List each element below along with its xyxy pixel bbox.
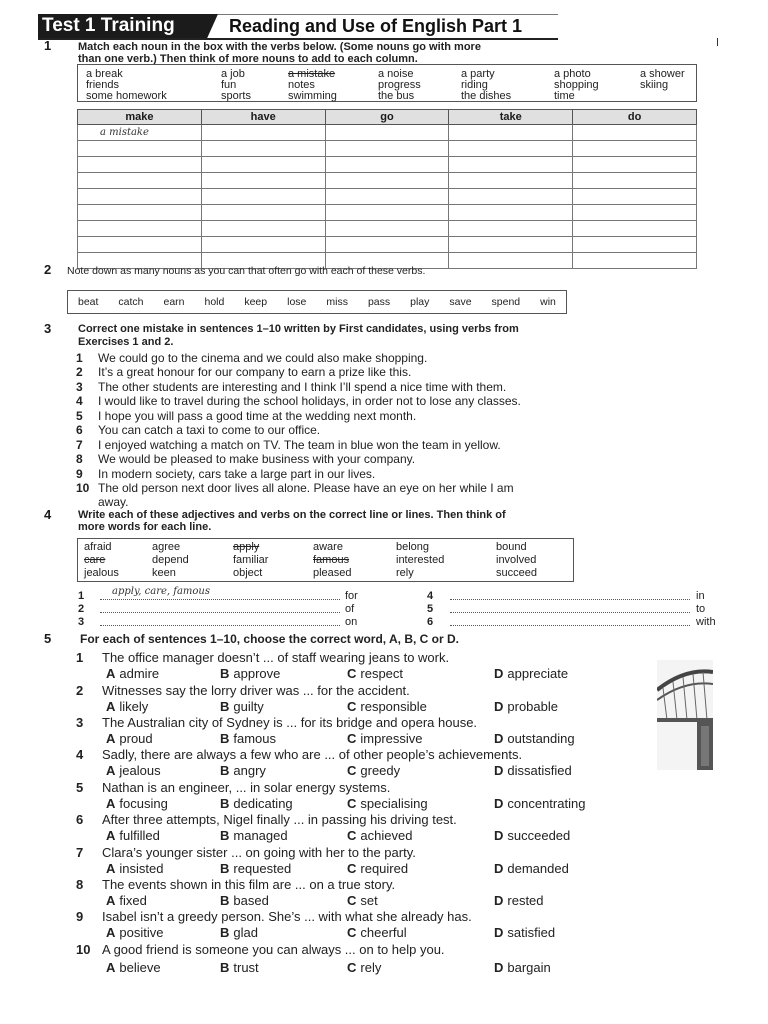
ex1-word: swimming — [288, 90, 337, 102]
header-section-title: Reading and Use of English Part 1 — [229, 16, 523, 36]
table-cell[interactable] — [449, 205, 573, 221]
sydney-bridge-image — [657, 660, 713, 770]
table-cell[interactable] — [201, 189, 325, 205]
ex2-verb: beat — [77, 296, 99, 308]
ex5-question: 10 A good friend is someone you can always ... on to help you. — [76, 942, 445, 957]
ex5-option-c[interactable]: C respect — [347, 666, 404, 681]
ex4-word-crossed: apply — [233, 541, 260, 553]
ex4-line-number: 5 — [427, 603, 434, 615]
ex2-verb: hold — [204, 296, 225, 308]
ex1-word: friends — [86, 79, 120, 91]
ex5-option-c[interactable]: C responsible — [347, 699, 427, 714]
ex4-word: rely — [396, 567, 414, 579]
ex5-option-d[interactable]: D probable — [494, 699, 558, 714]
ex5-question: 4 Sadly, there are always a few who are ... of other people’s achievements. — [76, 747, 523, 762]
ex4-example-answer: apply, care, famous — [112, 586, 210, 597]
table-cell[interactable] — [325, 205, 449, 221]
ex3-sentence: 10 The old person next door lives all alone. Please have an eye on her while I am — [76, 481, 514, 495]
ex3-sentence: 9 In modern society, cars take a large part in our lives. — [76, 467, 376, 481]
ex1-word: a job — [221, 68, 245, 80]
table-cell[interactable] — [201, 205, 325, 221]
ex4-line-number: 1 — [78, 590, 85, 602]
ex4-answer-line[interactable] — [100, 616, 340, 626]
ex3-instruction-line2: Exercises 1 and 2. — [78, 336, 174, 348]
ex4-answer-line[interactable] — [100, 603, 340, 613]
table-cell[interactable] — [78, 221, 202, 237]
ex1-instruction-line1: Match each noun in the box with the verbs below. (Some nouns go with more — [78, 41, 481, 53]
ex4-preposition: in — [696, 590, 705, 602]
ex5-question: 3 The Australian city of Sydney is ... for its bridge and opera house. — [76, 715, 478, 730]
ex4-word: familiar — [233, 554, 269, 566]
table-cell[interactable] — [573, 125, 697, 141]
ex1-verb-table — [77, 109, 697, 269]
table-row — [78, 141, 697, 157]
ex1-word: time — [554, 90, 575, 102]
ex4-word: pleased — [313, 567, 352, 579]
table-cell[interactable] — [573, 253, 697, 269]
ex2-verb: catch — [118, 296, 144, 308]
ex1-word: a noise — [378, 68, 414, 80]
ex5-question: 2 Witnesses say the lorry driver was ... for the accident. — [76, 683, 410, 698]
table-cell[interactable] — [325, 141, 449, 157]
ex4-word: afraid — [84, 541, 112, 553]
ex4-line-number: 3 — [78, 616, 85, 628]
ex1-word: a photo — [554, 68, 591, 80]
ex5-question: 5 Nathan is an engineer, ... in solar energy systems. — [76, 780, 391, 795]
ex4-word-box — [77, 538, 574, 582]
ex5-option-b[interactable]: B glad — [220, 925, 258, 940]
ex5-option-c[interactable]: C cheerful — [347, 925, 407, 940]
table-cell[interactable] — [573, 173, 697, 189]
table-cell[interactable] — [325, 221, 449, 237]
ex1-word: the bus — [378, 90, 415, 102]
table-cell[interactable] — [78, 205, 202, 221]
table-cell[interactable] — [449, 221, 573, 237]
ex5-option-b[interactable]: B approve — [220, 666, 281, 681]
ex5-option-a[interactable]: A focusing — [106, 796, 168, 811]
table-row — [78, 157, 697, 173]
ex5-question: 1 The office manager doesn’t ... of staff wearing jeans to work. — [76, 650, 450, 665]
ex1-word: skiing — [640, 79, 669, 91]
table-cell[interactable] — [325, 173, 449, 189]
ex2-verb-box — [67, 290, 567, 314]
table-row — [78, 173, 697, 189]
ex5-option-d[interactable]: D outstanding — [494, 731, 575, 746]
column-header-make: make — [78, 110, 202, 125]
ex5-option-a[interactable]: A believe — [106, 960, 161, 975]
table-cell-example[interactable]: a mistake — [78, 125, 202, 141]
ex4-word: bound — [496, 541, 527, 553]
ex5-option-b[interactable]: B based — [220, 893, 269, 908]
ex3-sentence-continuation: away. — [98, 495, 129, 509]
ex5-option-c[interactable]: C achieved — [347, 828, 413, 843]
table-cell[interactable] — [78, 173, 202, 189]
ex5-option-b[interactable]: B managed — [220, 828, 288, 843]
ex5-option-a[interactable]: A fulfilled — [106, 828, 160, 843]
table-row — [78, 205, 697, 221]
ex1-word: riding — [461, 79, 488, 91]
ex5-option-b[interactable]: B angry — [220, 763, 266, 778]
ex2-verb: pass — [367, 296, 391, 308]
header-test-title: Test 1 Training — [42, 15, 175, 36]
table-cell[interactable] — [201, 173, 325, 189]
ex5-option-a[interactable]: A proud — [106, 731, 153, 746]
ex1-word-crossed: a mistake — [288, 68, 336, 80]
table-cell[interactable] — [449, 125, 573, 141]
ex1-word: some homework — [86, 90, 167, 102]
ex5-question: 6 After three attempts, Nigel finally ... in passing his driving test. — [76, 812, 457, 827]
ex2-verb: earn — [163, 296, 185, 308]
ex5-option-b[interactable]: B guilty — [220, 699, 264, 714]
table-cell[interactable] — [449, 157, 573, 173]
ex5-option-d[interactable]: D bargain — [494, 960, 551, 975]
table-cell[interactable] — [201, 125, 325, 141]
ex4-word: succeed — [496, 567, 537, 579]
ex2-number: 2 — [44, 262, 52, 277]
ex1-number: 1 — [44, 38, 52, 53]
ex4-word: agree — [152, 541, 181, 553]
table-cell[interactable] — [78, 141, 202, 157]
ex1-word: fun — [221, 79, 237, 91]
ex4-preposition: with — [696, 616, 716, 628]
column-header-do: do — [573, 110, 697, 125]
ex5-option-c[interactable]: C greedy — [347, 763, 401, 778]
ex5-option-b[interactable]: B trust — [220, 960, 259, 975]
ex1-word: shopping — [554, 79, 599, 91]
ex4-word: interested — [396, 554, 445, 566]
ex1-word: a break — [86, 68, 123, 80]
ex4-word-crossed: care — [84, 554, 106, 566]
ex1-word: progress — [378, 79, 421, 91]
ex5-option-a[interactable]: A likely — [106, 699, 149, 714]
table-cell[interactable] — [201, 221, 325, 237]
table-cell[interactable] — [325, 189, 449, 205]
table-cell[interactable] — [573, 205, 697, 221]
ex4-word: object — [233, 567, 263, 579]
ex5-number: 5 — [44, 631, 52, 646]
table-cell[interactable] — [449, 141, 573, 157]
table-cell[interactable] — [573, 157, 697, 173]
ex5-option-c[interactable]: C specialising — [347, 796, 428, 811]
table-row — [78, 221, 697, 237]
ex2-verb: win — [540, 296, 556, 308]
table-row — [78, 125, 697, 141]
table-cell[interactable] — [573, 141, 697, 157]
table-cell[interactable] — [449, 173, 573, 189]
ex4-line-number: 6 — [427, 616, 434, 628]
ex2-verb: save — [449, 296, 472, 308]
ex4-number: 4 — [44, 507, 52, 522]
ex3-sentence: 4 I would like to travel during the school holidays, in order not to lose any classes. — [76, 394, 521, 408]
ex5-option-d[interactable]: D appreciate — [494, 666, 569, 681]
ex4-word-crossed: famous — [313, 554, 350, 566]
header-rule — [38, 38, 558, 40]
ex4-word: belong — [396, 541, 430, 553]
ex4-word: keen — [152, 567, 176, 579]
table-row — [78, 189, 697, 205]
ex5-question: 7 Clara’s younger sister ... on going with her to the party. — [76, 845, 416, 860]
ex4-word: jealous — [84, 567, 119, 579]
ex3-sentence: 7 I enjoyed watching a match on TV. The team in blue won the team in yellow. — [76, 438, 501, 452]
table-cell[interactable] — [325, 237, 449, 253]
table-cell[interactable] — [449, 237, 573, 253]
ex4-preposition: for — [345, 590, 358, 602]
ex5-option-d[interactable]: D succeeded — [494, 828, 571, 843]
ex4-word: aware — [313, 541, 343, 553]
ex1-word: the dishes — [461, 90, 512, 102]
ex1-word-box — [77, 64, 697, 102]
table-cell[interactable] — [325, 157, 449, 173]
ex5-option-b[interactable]: B dedicating — [220, 796, 293, 811]
ex3-sentence: 3 The other students are interesting and I think I’ll spend a nice time with them. — [76, 380, 507, 394]
ex5-option-a[interactable]: A fixed — [106, 893, 147, 908]
ex1-word: a shower — [640, 68, 685, 80]
ex4-line-number: 4 — [427, 590, 434, 602]
ex5-option-d[interactable]: D satisfied — [494, 925, 556, 940]
ex1-instruction-line2: than one verb.) Then think of more nouns to add to each column. — [78, 53, 418, 65]
ex4-answer-line[interactable] — [100, 590, 340, 600]
table-cell[interactable] — [78, 157, 202, 173]
table-cell[interactable] — [449, 189, 573, 205]
ex4-word: involved — [496, 554, 537, 566]
header-top-rule — [214, 14, 558, 15]
ex4-preposition: on — [345, 616, 358, 628]
ex5-question: 9 Isabel isn’t a greedy person. She’s ... with what she already has. — [76, 909, 472, 924]
ex5-question: 8 The events shown in this film are ... on a true story. — [76, 877, 396, 892]
ex2-verb: miss — [326, 296, 348, 308]
ex5-option-d[interactable]: D dissatisfied — [494, 763, 572, 778]
table-cell[interactable] — [78, 189, 202, 205]
ex4-preposition: to — [696, 603, 706, 615]
table-cell[interactable] — [78, 237, 202, 253]
ex5-option-b[interactable]: B famous — [220, 731, 277, 746]
column-header-go: go — [325, 110, 449, 125]
ex5-option-c[interactable]: C set — [347, 893, 378, 908]
table-cell[interactable] — [201, 157, 325, 173]
ex4-answer-line[interactable] — [450, 616, 690, 626]
ex5-option-c[interactable]: C required — [347, 861, 409, 876]
ex2-instruction: Note down as many nouns as you can that often go with each of these verbs. — [67, 265, 426, 277]
ex5-option-d[interactable]: D demanded — [494, 861, 569, 876]
ex3-sentence: 6 You can catch a taxi to come to our office. — [76, 423, 321, 437]
ex3-sentence: 2 It’s a great honour for our company to earn a prize like this. — [76, 365, 412, 379]
ex5-option-a[interactable]: A positive — [106, 925, 164, 940]
ex3-sentence: 1 We could go to the cinema and we could also make shopping. — [76, 351, 428, 365]
ex4-instruction-line1: Write each of these adjectives and verbs on the correct line or lines. Then think of — [78, 509, 506, 521]
ex2-verb: lose — [287, 296, 307, 308]
ex3-number: 3 — [44, 321, 52, 336]
ex3-instruction-line1: Correct one mistake in sentences 1–10 written by First candidates, using verbs from — [78, 323, 519, 335]
ex5-option-a[interactable]: A jealous — [106, 763, 161, 778]
ex5-instruction: For each of sentences 1–10, choose the correct word, A, B, C or D. — [80, 632, 459, 646]
table-cell[interactable] — [201, 141, 325, 157]
ex5-option-a[interactable]: A admire — [106, 666, 160, 681]
ex1-word: sports — [221, 90, 251, 102]
table-cell[interactable] — [201, 237, 325, 253]
ex5-option-a[interactable]: A insisted — [106, 861, 164, 876]
ex4-preposition: of — [345, 603, 355, 615]
ex5-option-c[interactable]: C impressive — [347, 731, 423, 746]
table-cell[interactable] — [325, 125, 449, 141]
ex5-option-d[interactable]: D rested — [494, 893, 544, 908]
table-cell[interactable] — [573, 189, 697, 205]
ex4-instruction-line2: more words for each line. — [78, 521, 212, 533]
ex3-sentence: 8 We would be pleased to make business with your company. — [76, 452, 416, 466]
bridge-photo — [657, 660, 713, 770]
ex2-verb: play — [410, 296, 430, 308]
ex5-option-b[interactable]: B requested — [220, 861, 292, 876]
table-cell[interactable] — [449, 253, 573, 269]
ex2-verb: spend — [491, 296, 521, 308]
table-row — [78, 237, 697, 253]
ex5-option-d[interactable]: D concentrating — [494, 796, 586, 811]
column-header-take: take — [449, 110, 573, 125]
ex3-sentence: 5 I hope you will pass a good time at the wedding next month. — [76, 409, 417, 423]
column-header-have: have — [201, 110, 325, 125]
ex4-answer-line[interactable] — [450, 590, 690, 600]
ex1-word: a party — [461, 68, 495, 80]
ex1-word: notes — [288, 79, 315, 91]
ex4-word: depend — [152, 554, 189, 566]
ex4-line-number: 2 — [78, 603, 85, 615]
margin-tick — [717, 38, 718, 46]
table-cell[interactable] — [573, 237, 697, 253]
ex5-option-c[interactable]: C rely — [347, 960, 382, 975]
ex2-verb: keep — [244, 296, 268, 308]
table-cell[interactable] — [573, 221, 697, 237]
ex4-answer-line[interactable] — [450, 603, 690, 613]
